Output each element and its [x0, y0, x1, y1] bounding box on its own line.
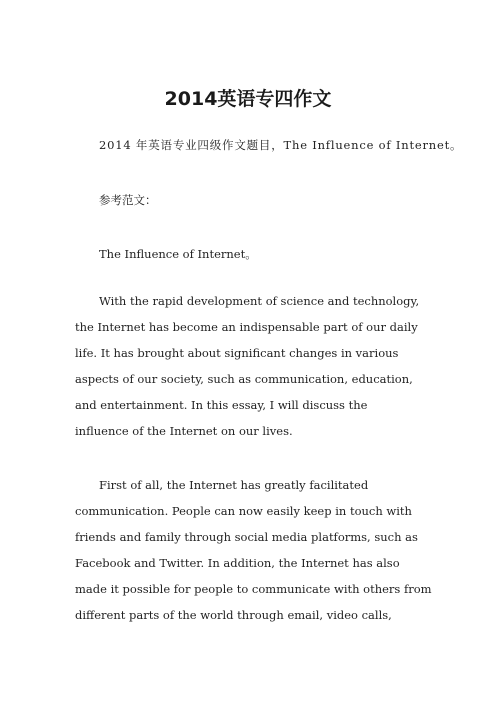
- paragraph-line: With the rapid development of science and technology,: [99, 294, 420, 308]
- paragraph-line: First of all, the Internet has greatly facilitated: [99, 478, 369, 492]
- paragraph-line: the Internet has become an indispensable part of our daily: [75, 320, 418, 334]
- reference-label: 参考范文：: [99, 193, 157, 207]
- paragraph-line: communication. People can now easily keep in touch with: [75, 504, 412, 518]
- paragraph-line: friends and family through social media platforms, such as: [75, 530, 418, 544]
- essay-title: The Influence of Internet。: [99, 247, 257, 261]
- paragraph-line: Facebook and Twitter. In addition, the Internet has also: [75, 556, 400, 570]
- paragraph-line: different parts of the world through email, video calls,: [75, 608, 392, 622]
- paragraph-line: aspects of our society, such as communication, education,: [75, 372, 413, 386]
- document-title: 2014英语专四作文: [164, 88, 332, 110]
- paragraph-line: made it possible for people to communicate with others from: [75, 582, 432, 596]
- paragraph-line: life. It has brought about significant changes in various: [75, 346, 399, 360]
- paragraph-line: influence of the Internet on our lives.: [75, 424, 293, 438]
- paragraph-line: and entertainment. In this essay, I will discuss the: [75, 398, 368, 412]
- intro-line: 2014 年英语专业四级作文题目，The Influence of Internet。: [99, 138, 463, 152]
